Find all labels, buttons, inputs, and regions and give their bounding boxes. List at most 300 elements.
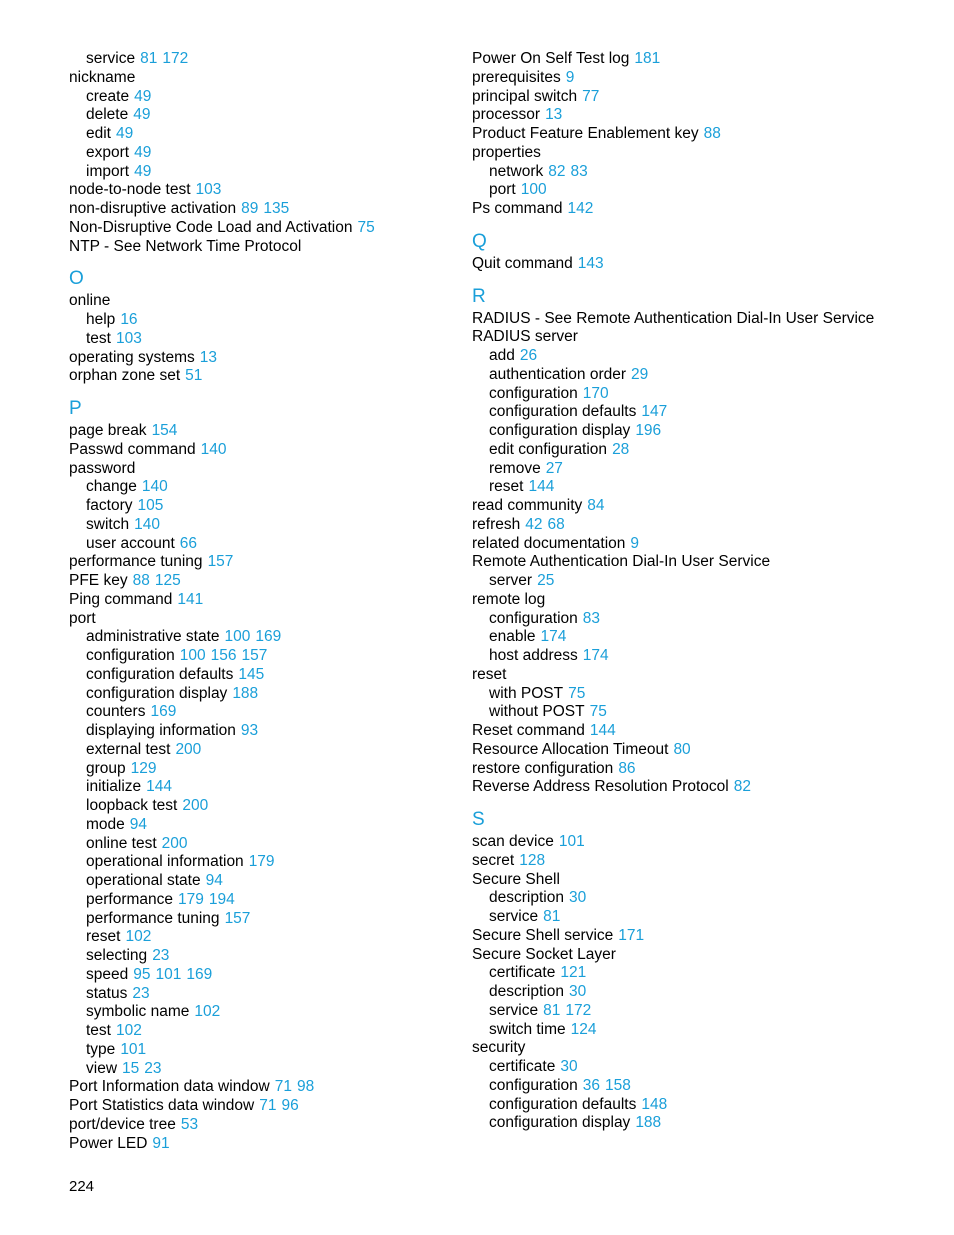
page-link[interactable]: 196: [635, 422, 662, 439]
page-link[interactable]: 145: [238, 665, 265, 683]
index-subentry: [69, 628, 454, 647]
index-term: scan device: [472, 833, 554, 850]
page-link[interactable]: 179: [178, 890, 204, 908]
section-letter: R: [472, 285, 486, 307]
index-subentry: [69, 685, 454, 704]
index-entry: [472, 760, 942, 779]
page-link[interactable]: 141: [177, 590, 204, 608]
index-term: Product Feature Enablement key: [472, 125, 699, 142]
index-entry: [472, 946, 942, 965]
page-link[interactable]: 143: [577, 254, 604, 272]
index-term: mode: [86, 815, 125, 833]
index-term: nickname: [69, 68, 136, 86]
page-link[interactable]: 75: [589, 703, 607, 721]
index-term: type: [86, 1040, 116, 1058]
page-link[interactable]: 82: [548, 162, 566, 180]
index-subentry: [472, 403, 942, 422]
index-term: principal switch: [472, 87, 578, 105]
index-term: switch time: [489, 1020, 566, 1038]
page-link[interactable]: 140: [141, 478, 168, 496]
index-term: orphan zone set: [69, 367, 181, 385]
page-link[interactable]: 103: [195, 181, 222, 199]
index-term: factory: [86, 497, 133, 514]
index-entry: [472, 741, 942, 760]
page-link[interactable]: 94: [205, 872, 223, 889]
index-term: remote log: [472, 590, 546, 608]
index-term: help: [86, 311, 116, 328]
page-link[interactable]: 81: [543, 1001, 561, 1019]
page-link[interactable]: 200: [182, 797, 209, 814]
page-link[interactable]: 15: [122, 1059, 140, 1077]
index-term: delete: [86, 106, 129, 124]
page-link[interactable]: 93: [240, 722, 259, 739]
index-subentry: [69, 816, 454, 835]
index-subentry: [472, 1058, 942, 1077]
index-term: Ps command: [472, 200, 563, 217]
index-term: Power On Self Test log: [472, 50, 630, 67]
page-link[interactable]: 95: [133, 965, 151, 983]
index-term: configuration defaults: [489, 403, 637, 421]
index-term: administrative state: [86, 628, 220, 646]
page-link[interactable]: 169: [255, 628, 282, 646]
page-link[interactable]: 77: [582, 87, 600, 105]
index-term: symbolic name: [86, 1003, 190, 1021]
index-entry: [472, 927, 942, 946]
page-link[interactable]: 75: [357, 218, 375, 236]
index-subentry: [472, 889, 942, 908]
index-term: operational information: [86, 853, 244, 871]
page-link[interactable]: 140: [200, 440, 227, 458]
index-entry: [472, 328, 942, 347]
page-link[interactable]: 140: [134, 515, 160, 533]
index-subentry: [69, 910, 454, 929]
index-term: secret: [472, 851, 515, 869]
index-term: configuration: [86, 647, 175, 664]
index-subentry: [69, 891, 454, 910]
page-link[interactable]: 53: [180, 1115, 199, 1133]
index-subentry: [472, 908, 942, 927]
index-subentry: [69, 778, 454, 797]
section-letter: P: [69, 398, 82, 419]
page-link[interactable]: 30: [568, 889, 587, 907]
index-term: Resource Allocation Timeout: [472, 740, 669, 758]
page-link[interactable]: 96: [281, 1097, 299, 1114]
index-term: enable: [489, 628, 536, 646]
index-term: selecting: [86, 947, 148, 964]
page-link[interactable]: 128: [519, 851, 546, 869]
page-link[interactable]: 36: [582, 1076, 601, 1094]
index-subentry: [69, 311, 454, 330]
page-link[interactable]: 66: [179, 534, 197, 552]
page-link[interactable]: 124: [570, 1020, 597, 1038]
page-link[interactable]: 154: [151, 422, 178, 439]
index-entry: [472, 722, 942, 741]
index-term: non-disruptive activation: [69, 200, 237, 217]
index-subentry: [472, 460, 942, 479]
index-subentry: [69, 760, 454, 779]
index-entry: [69, 292, 454, 311]
page-link[interactable]: 174: [540, 628, 567, 646]
index-entry: [69, 610, 454, 629]
index-subentry: [69, 647, 454, 666]
index-term: RADIUS - See Remote Authentication Dial-In User Service: [472, 309, 875, 327]
index-entry: [472, 666, 942, 685]
index-term: read community: [472, 497, 583, 514]
page-link[interactable]: 9: [565, 68, 575, 86]
index-subentry: [69, 163, 454, 182]
index-subentry: [69, 853, 454, 872]
index-subentry: [69, 478, 454, 497]
index-subentry: [472, 1096, 942, 1115]
index-term: service: [86, 50, 136, 67]
index-subentry: [69, 797, 454, 816]
index-entry: [472, 497, 942, 516]
index-term: Port Information data window: [69, 1078, 270, 1096]
index-term: configuration defaults: [86, 665, 234, 683]
page-link[interactable]: 13: [199, 348, 218, 366]
section-letter: O: [69, 268, 84, 290]
index-term: description: [489, 889, 564, 907]
index-term: import: [86, 162, 130, 180]
page-link[interactable]: 98: [297, 1078, 315, 1096]
index-term: loopback test: [86, 797, 178, 814]
index-entry: [69, 69, 454, 88]
index-term: performance tuning: [86, 909, 220, 927]
page-link[interactable]: 135: [263, 200, 290, 217]
index-term: operating systems: [69, 348, 195, 366]
index-term: Port Statistics data window: [69, 1097, 255, 1114]
index-entry: [472, 88, 942, 107]
page-link[interactable]: 148: [641, 1095, 668, 1113]
page-link[interactable]: 179: [248, 853, 275, 871]
index-term: performance tuning: [69, 553, 203, 571]
index-subentry: [472, 572, 942, 591]
index-entry: [69, 460, 454, 479]
page-link[interactable]: 147: [641, 403, 668, 421]
page-link[interactable]: 171: [618, 926, 645, 944]
page-link[interactable]: 71: [259, 1097, 277, 1114]
index-term: host address: [489, 647, 578, 664]
page-link[interactable]: 157: [224, 909, 251, 927]
page-link[interactable]: 26: [519, 347, 538, 364]
index-term: Remote Authentication Dial-In User Service: [472, 553, 771, 571]
page-link[interactable]: 102: [125, 928, 152, 946]
index-term: prerequisites: [472, 68, 561, 86]
index-subentry: [69, 1060, 454, 1079]
index-term: online test: [86, 834, 157, 852]
page-link[interactable]: 169: [150, 703, 177, 721]
page-link[interactable]: 105: [137, 497, 164, 514]
page-link[interactable]: 49: [116, 125, 134, 142]
page-link[interactable]: 174: [582, 647, 609, 664]
index-term: speed: [86, 965, 129, 983]
page-link[interactable]: 144: [589, 722, 616, 739]
index-term: refresh: [472, 515, 521, 533]
index-term: configuration: [489, 609, 578, 627]
page-link[interactable]: 51: [185, 367, 203, 385]
index-subentry: [472, 1077, 942, 1096]
index-term: create: [86, 87, 130, 105]
index-entry: [69, 1135, 454, 1154]
index-entry: [69, 1097, 454, 1116]
index-subentry: [69, 1022, 454, 1041]
page-link[interactable]: 157: [241, 647, 268, 664]
index-entry: [69, 572, 454, 591]
page-link[interactable]: 86: [618, 759, 636, 777]
index-entry: [472, 833, 942, 852]
page-link[interactable]: 23: [132, 984, 150, 1002]
page-link[interactable]: 94: [129, 815, 148, 833]
page-link[interactable]: 71: [274, 1078, 292, 1096]
index-term: RADIUS server: [472, 328, 578, 346]
page-link[interactable]: 102: [115, 1022, 142, 1039]
page-link[interactable]: 75: [568, 684, 586, 702]
page-link[interactable]: 101: [120, 1040, 147, 1058]
index-entry: [472, 50, 942, 69]
index-entry: [69, 422, 454, 441]
index-term: Secure Shell: [472, 870, 560, 888]
index-term: test: [86, 329, 111, 347]
index-term: add: [489, 347, 515, 364]
index-term: Reset command: [472, 722, 585, 739]
page-link[interactable]: 172: [162, 50, 189, 67]
index-term: initialize: [86, 778, 142, 796]
index-term: authentication order: [489, 365, 627, 383]
index-entry: [472, 125, 942, 144]
page-link[interactable]: 82: [733, 778, 751, 796]
page-link[interactable]: 23: [144, 1059, 162, 1077]
index-subentry: [472, 610, 942, 629]
index-subentry: [69, 50, 454, 69]
index-term: properties: [472, 143, 541, 161]
page-link[interactable]: 49: [134, 143, 152, 161]
page-link[interactable]: 188: [232, 684, 259, 702]
index-entry: [69, 367, 454, 386]
index-term: view: [86, 1059, 118, 1077]
index-subentry: [69, 144, 454, 163]
index-subentry: [69, 1003, 454, 1022]
index-subentry: [69, 928, 454, 947]
page-link[interactable]: 158: [605, 1076, 631, 1094]
page-link[interactable]: 129: [130, 759, 157, 777]
page-link[interactable]: 188: [635, 1114, 662, 1132]
index-term: reset: [472, 665, 507, 683]
index-term: user account: [86, 534, 175, 552]
index-subentry: [69, 741, 454, 760]
index-term: Secure Socket Layer: [472, 945, 616, 963]
page-link[interactable]: 80: [673, 740, 691, 758]
index-entry: [69, 181, 454, 200]
page-link[interactable]: 200: [175, 740, 202, 758]
index-term: with POST: [489, 684, 564, 702]
index-term: configuration display: [489, 422, 631, 439]
index-term: page break: [69, 422, 147, 439]
page-link[interactable]: 156: [210, 647, 237, 664]
index-entry: [472, 255, 942, 274]
index-term: Reverse Address Resolution Protocol: [472, 778, 729, 796]
index-term: performance: [86, 890, 174, 908]
page-link[interactable]: 169: [186, 965, 213, 983]
index-entry: [69, 1116, 454, 1135]
index-subentry: [69, 330, 454, 349]
index-entry: [69, 441, 454, 460]
index-subentry: [472, 478, 942, 497]
page-link[interactable]: 28: [612, 440, 630, 458]
index-subentry: [69, 1041, 454, 1060]
index-term: Non-Disruptive Code Load and Activation: [69, 218, 353, 236]
page-number: 224: [69, 1178, 95, 1195]
index-entry: [69, 219, 454, 238]
index-term: without POST: [489, 703, 585, 721]
page-link[interactable]: 83: [582, 609, 601, 627]
index-entry: [472, 591, 942, 610]
page-link[interactable]: 49: [134, 87, 152, 105]
index-term: Power LED: [69, 1134, 148, 1152]
index-subentry: [472, 647, 942, 666]
index-term: online: [69, 292, 111, 310]
index-column-left: [69, 50, 454, 1153]
page-link[interactable]: 68: [547, 515, 565, 533]
page-link[interactable]: 25: [537, 572, 555, 589]
page-link[interactable]: 100: [520, 181, 547, 199]
page-link[interactable]: 49: [133, 106, 151, 124]
index-subentry: [69, 666, 454, 685]
index-entry: [69, 553, 454, 572]
index-entry: [472, 535, 942, 554]
index-subentry: [69, 125, 454, 144]
index-term: certificate: [489, 964, 556, 982]
page-link[interactable]: 30: [568, 983, 587, 1000]
index-subentry: [69, 516, 454, 535]
page-link[interactable]: 102: [194, 1003, 221, 1021]
index-entry: [472, 516, 942, 535]
page-link[interactable]: 89: [241, 200, 259, 217]
index-term: service: [489, 1001, 539, 1019]
index-entry: [472, 69, 942, 88]
index-term: PFE key: [69, 572, 128, 589]
index-subentry: [472, 1002, 942, 1021]
index-subentry: [472, 685, 942, 704]
page-link[interactable]: 16: [120, 311, 138, 328]
index-entry: [472, 553, 942, 572]
index-subentry: [472, 1114, 942, 1133]
page-link[interactable]: 181: [634, 50, 661, 67]
index-subentry: [472, 366, 942, 385]
index-subentry: [69, 703, 454, 722]
page-link[interactable]: 170: [582, 384, 609, 402]
index-entry: [472, 871, 942, 890]
page-link[interactable]: 157: [207, 553, 234, 571]
index-subentry: [472, 628, 942, 647]
index-entry: [472, 144, 942, 163]
index-term: status: [86, 984, 128, 1002]
index-term: configuration: [489, 1076, 578, 1094]
page-link[interactable]: 200: [161, 834, 188, 852]
index-entry: [472, 310, 942, 329]
index-term: configuration defaults: [489, 1095, 637, 1113]
index-term: processor: [472, 106, 541, 124]
index-term: group: [86, 759, 126, 777]
index-term: displaying information: [86, 722, 236, 739]
page-link[interactable]: 101: [155, 965, 182, 983]
page-link[interactable]: 23: [152, 947, 170, 964]
index-term: counters: [86, 703, 146, 721]
page-link[interactable]: 9: [630, 534, 640, 552]
index-term: port/device tree: [69, 1115, 176, 1133]
page-link[interactable]: 84: [587, 497, 605, 514]
page-link[interactable]: 144: [528, 478, 555, 496]
page-link[interactable]: 103: [115, 329, 142, 347]
index-subentry: [69, 947, 454, 966]
index-subentry: [69, 872, 454, 891]
page-link[interactable]: 100: [224, 628, 251, 646]
page-link[interactable]: 172: [565, 1001, 592, 1019]
page-link[interactable]: 81: [543, 908, 561, 925]
page-link[interactable]: 91: [152, 1134, 170, 1152]
index-term: port: [69, 609, 96, 627]
index-term: server: [489, 572, 533, 589]
index-subentry: [472, 983, 942, 1002]
index-entry: [472, 106, 942, 125]
page-link[interactable]: 101: [558, 833, 585, 850]
page-link[interactable]: 13: [545, 106, 563, 124]
index-entry: [472, 1039, 942, 1058]
index-term: node-to-node test: [69, 181, 191, 199]
index-subentry: [472, 422, 942, 441]
index-subentry: [69, 966, 454, 985]
index-term: restore configuration: [472, 759, 614, 777]
index-term: configuration: [489, 384, 578, 402]
page-link[interactable]: 29: [631, 365, 649, 383]
index-subentry: [472, 1021, 942, 1040]
index-term: Secure Shell service: [472, 926, 614, 944]
page-link[interactable]: 81: [140, 50, 158, 67]
index-term: description: [489, 983, 564, 1000]
page-link[interactable]: 30: [560, 1058, 578, 1075]
index-subentry: [472, 163, 942, 182]
index-term: Quit command: [472, 254, 573, 272]
index-entry: [69, 1078, 454, 1097]
index-term: configuration display: [489, 1114, 631, 1132]
index-term: configuration display: [86, 684, 228, 702]
index-term: security: [472, 1039, 526, 1057]
index-entry: [472, 200, 942, 219]
index-term: service: [489, 908, 539, 925]
index-term: Passwd command: [69, 440, 196, 458]
page-link[interactable]: 142: [567, 200, 594, 217]
index-entry: [472, 778, 942, 797]
index-subentry: [69, 88, 454, 107]
page-link[interactable]: 42: [525, 515, 543, 533]
page-link[interactable]: 194: [208, 890, 235, 908]
index-term: port: [489, 181, 516, 199]
index-term: reset: [86, 928, 121, 946]
page-link[interactable]: 27: [545, 459, 563, 477]
page-link[interactable]: 144: [146, 778, 173, 796]
page-link[interactable]: 100: [179, 647, 206, 664]
page-link[interactable]: 49: [134, 162, 152, 180]
index-term: Ping command: [69, 590, 173, 608]
page-link[interactable]: 83: [570, 162, 588, 180]
page-link[interactable]: 88: [132, 572, 150, 589]
page-link[interactable]: 88: [703, 125, 721, 142]
page-link[interactable]: 125: [154, 572, 181, 589]
page-link[interactable]: 121: [560, 964, 587, 982]
index-term: change: [86, 478, 137, 496]
index-entry: [472, 852, 942, 871]
index-term: external test: [86, 740, 171, 758]
index-subentry: [69, 535, 454, 554]
